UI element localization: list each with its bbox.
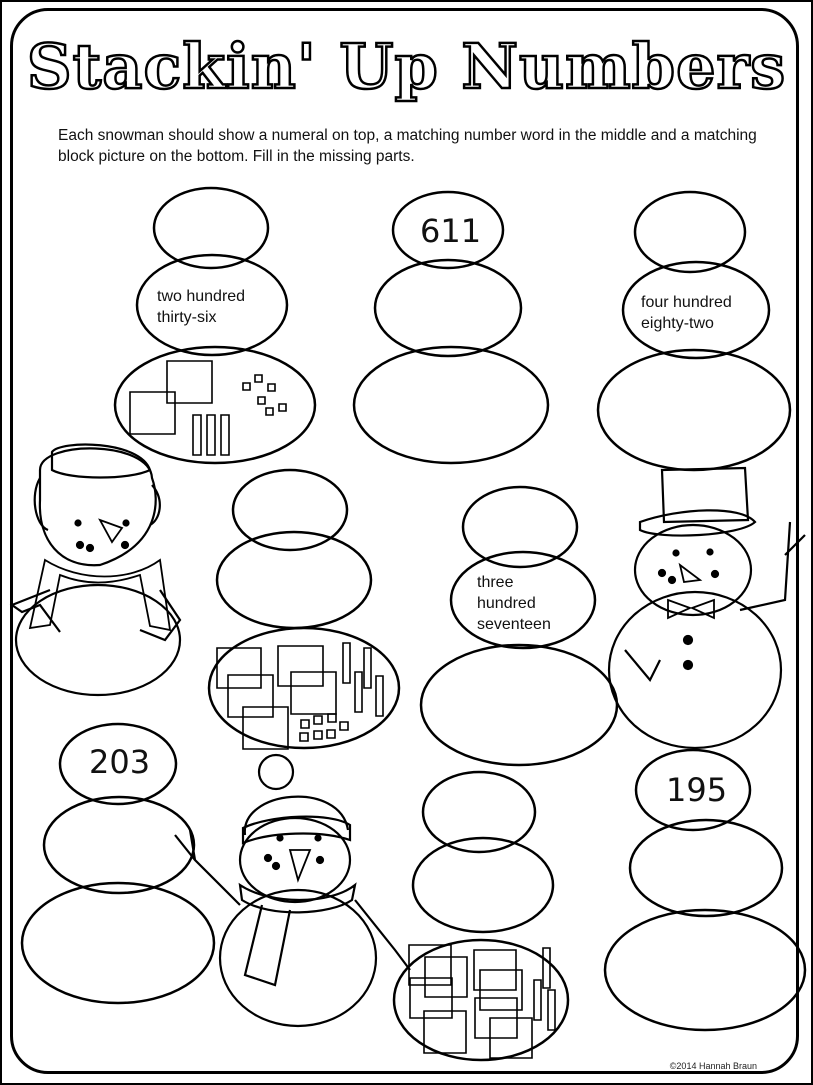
hundred-block bbox=[130, 392, 175, 434]
ten-rod bbox=[207, 415, 215, 455]
snowman-middle bbox=[630, 820, 782, 916]
snowman-row-2-left bbox=[209, 470, 399, 748]
snowman-word-236: two hundred thirty-six bbox=[157, 288, 246, 326]
snowman-numeral-203: 203 bbox=[89, 743, 151, 781]
snowman-bottom bbox=[605, 910, 805, 1030]
one-cube bbox=[301, 720, 309, 728]
hundred-block bbox=[167, 361, 212, 403]
snowman-bottom bbox=[354, 347, 548, 463]
snowman-word-317: three hundred seventeen bbox=[477, 574, 551, 633]
hundred-block bbox=[425, 957, 467, 997]
ten-rod bbox=[364, 648, 371, 688]
ten-rod bbox=[534, 980, 541, 1020]
ten-rod bbox=[343, 643, 350, 683]
snowman-middle bbox=[44, 797, 194, 893]
ten-rod bbox=[193, 415, 201, 455]
one-cube bbox=[340, 722, 348, 730]
snowman-head bbox=[423, 772, 535, 852]
one-cube bbox=[300, 733, 308, 741]
one-cube bbox=[243, 383, 250, 390]
hundred-block bbox=[228, 675, 273, 717]
snowman-middle bbox=[375, 260, 521, 356]
snowman-row-3-middle bbox=[394, 772, 568, 1060]
base-ten-blocks-830 bbox=[409, 945, 555, 1058]
base-ten-blocks-236 bbox=[130, 361, 286, 455]
ten-rod bbox=[543, 948, 550, 988]
hundred-block bbox=[291, 672, 336, 714]
one-cube bbox=[268, 384, 275, 391]
ten-rod bbox=[355, 672, 362, 712]
snowman-numeral-195: 195 bbox=[666, 771, 728, 809]
hundred-block bbox=[278, 646, 323, 686]
hundred-block bbox=[217, 648, 261, 688]
instructions-text: Each snowman should show a numeral on top, a matching number word in the middle and a matching block picture on the bottom. Fill in the missing parts. bbox=[58, 127, 757, 165]
worksheet-title: Stackin' Up Numbers bbox=[26, 30, 787, 103]
ten-rod bbox=[221, 415, 229, 455]
one-cube bbox=[328, 714, 336, 722]
snowman-top-hat-illustration bbox=[609, 468, 805, 748]
snowman-bottom bbox=[598, 350, 790, 470]
one-cube bbox=[314, 731, 322, 739]
ten-rod bbox=[548, 990, 555, 1030]
one-cube bbox=[327, 730, 335, 738]
snowman-bottom bbox=[22, 883, 214, 1003]
snowman-bottom bbox=[421, 645, 617, 765]
snowman-numeral-611: 611 bbox=[420, 212, 482, 250]
snowman-head bbox=[635, 192, 745, 272]
copyright-notice: ©2014 Hannah Braun bbox=[669, 1061, 757, 1071]
snowman-bottom bbox=[394, 940, 568, 1060]
snowman-middle bbox=[217, 532, 371, 628]
snowman-earflap-hat-illustration bbox=[12, 445, 180, 695]
one-cube bbox=[255, 375, 262, 382]
one-cube bbox=[314, 716, 322, 724]
hundred-block bbox=[410, 978, 452, 1018]
one-cube bbox=[279, 404, 286, 411]
snowman-word-482: four hundred eighty-two bbox=[641, 294, 732, 332]
ten-rod bbox=[376, 676, 383, 716]
snowman-head bbox=[463, 487, 577, 567]
one-cube bbox=[266, 408, 273, 415]
snowman-beanie-illustration bbox=[175, 755, 410, 1026]
one-cube bbox=[258, 397, 265, 404]
